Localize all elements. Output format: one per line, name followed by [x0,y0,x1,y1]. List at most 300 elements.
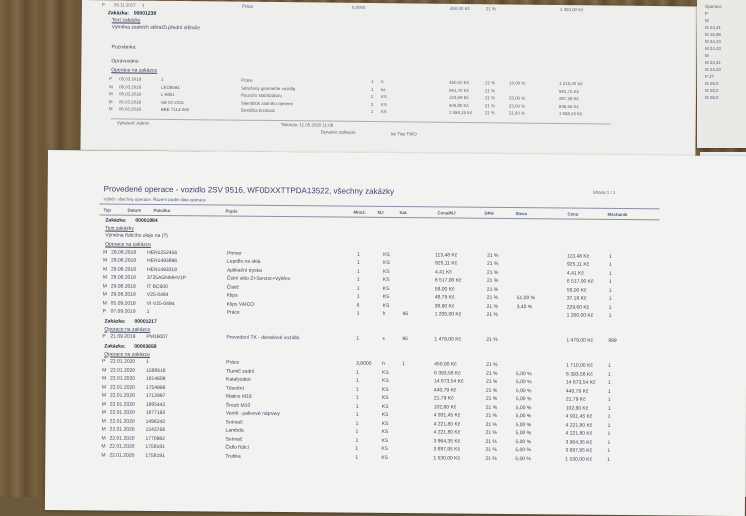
table-cell-qty: 1 [357,259,360,266]
table-cell-code: 1543768 [145,426,166,434]
right-sheet-line: M 15,98 [705,32,721,37]
table-cell-total: 4 221,80 Kč [565,430,593,437]
table-cell-t: M [103,257,108,264]
table-cell-unit: KS [381,394,389,401]
table-cell-total: 14 673,54 Kč [565,379,596,386]
table-cell-qty: 1 [356,268,360,275]
right-sheet-line: M 24,43 [705,67,721,72]
table-cell-vat: 21 % [486,269,499,276]
table-cell-disc: 51,00 % [516,295,536,302]
footer-far: Icy Tiss TWO [390,131,417,137]
table-cell-date: 07.09.2018 [110,308,136,315]
table-cell-unit: h [382,360,385,367]
table-cell-price: 3 897,95 Kč [433,446,461,453]
table-cell-vat: 21 % [485,395,498,402]
table-cell-vat: 21 % [485,438,497,445]
table-cell-vat: 21 % [486,286,499,293]
table-cell-mech: 1 [608,312,612,319]
table-cell-name: Lepidlo na skla [227,258,261,265]
column-header: Kat. [399,210,408,216]
table-cell-date: 22.01.2020 [109,452,135,459]
table-cell-total: 440,79 Kč [565,388,589,395]
top-row-vat: 21 % [485,87,496,93]
table-cell-price: 102,80 Kč [433,403,457,411]
top-row-name: Sdružený geometrie vozidla [241,85,296,91]
table-cell-unit: KS [381,377,389,384]
table-cell-qty: 3,8000 [356,360,372,367]
order-label: Zakázka: [104,342,126,350]
top-row-qty: 1 [371,86,374,92]
table-cell-vat: 21 % [486,361,498,368]
page-number: Strana 1 / 1 [592,189,616,195]
table-cell-qty: 1 [356,310,360,317]
top-row-date: 05.03.2018 [119,76,142,82]
table-cell-unit: KS [382,369,389,376]
table-cell-t: M [101,409,106,416]
column-header: Položka [153,207,171,214]
top-row-date: 06.03.2018 [119,83,142,90]
column-header: Datum [127,207,142,213]
table-cell-vat: 21 % [486,294,499,301]
table-cell-date: 29.08.2018 [110,274,136,281]
table-cell-name: Matice M18 [225,393,252,400]
first-row-total: 1 350,00 Kč [559,7,584,13]
column-header: Mechanik [607,211,628,218]
top-row-price: 991,70 Kč [449,87,469,93]
table-cell-mech: 1 [607,396,611,403]
table-cell-unit: KS [383,259,390,266]
column-header: Množ. [353,209,366,215]
top-row-price: 450,00 Kč [449,79,469,86]
table-cell-mech: 1 [607,439,611,446]
table-cell-disc: 5,00 % [515,396,532,403]
table-cell-qty: 1 [356,293,360,300]
top-row-disc: 10,00 % [509,80,526,86]
table-cell-total: 1 479,00 Kč [566,337,594,344]
table-cell-vat: 21 % [485,429,497,436]
top-row-t: M [108,98,113,104]
table-cell-unit: KS [382,302,390,309]
table-cell-total: 6 393,56 Kč [566,371,593,378]
table-cell-mech: 999 [608,337,617,344]
top-row-unit: h [381,79,384,85]
table-cell-price: 6 517,00 Kč [434,277,462,284]
table-cell-unit: KS [381,454,389,461]
repair-label: Opravováno [111,58,139,65]
right-sheet-line: M [705,53,709,58]
table-cell-price: 440,79 Kč [433,386,457,394]
column-header: Cena [567,211,579,217]
document-title: Provedené operace - vozidlo 2SV 9516, WF0DXXTTPDA13522, všechny zakázky [103,184,395,197]
top-footer-divider [111,118,611,124]
table-cell-total: 1 200,00 Kč [566,312,594,319]
table-cell-mech: 1 [608,287,612,294]
table-cell-t: M [102,274,108,281]
top-row-price: 143,69 Kč [448,94,469,101]
table-cell-qty: 1 [356,335,360,342]
table-cell-name: Klips [226,292,238,299]
table-cell-kat: 95 [402,311,409,318]
order-number: 00001884 [135,217,158,224]
right-sheet-line: M 28,0 [705,88,719,93]
table-cell-date: 22.01.2020 [110,358,136,365]
right-sheet-line: P [705,11,708,16]
order-text: Výměna řídicího oleje na (?) [105,232,168,240]
table-cell-price: 1 530,00 Kč [433,454,461,462]
table-cell-t: M [102,366,107,374]
table-cell-t: M [101,426,106,433]
top-row-disc: 23,00 % [508,95,526,101]
table-cell-name: Katalyzátor [225,376,252,383]
table-cell-kat: 95 [402,336,408,343]
table-cell-code: 1865442 [145,401,166,408]
top-row-qty: 2 [370,101,374,107]
table-cell-name: Provedení TK - dieselové vozidlo [226,334,300,342]
right-sheet-line: M 24,43 [705,46,721,51]
first-row-prefix: P [101,2,105,8]
top-row-price: 1 558,15 Kč [448,109,473,116]
top-row-vat: 21 % [484,110,495,116]
table-cell-name: Klips VAICO [226,301,255,308]
table-cell-unit: KS [381,403,389,410]
table-cell-disc: 5,00 % [515,421,532,428]
top-row-total: 287,28 Kč [558,96,579,102]
table-cell-code: 1496242 [145,418,166,425]
table-cell-vat: 21 % [485,421,498,428]
table-cell-code: HEN1252456 [147,249,178,256]
right-sheet-line: Operace [705,4,722,9]
top-row-disc: 23,00 % [508,102,526,109]
first-row-date: 05.11.2017 [113,2,136,8]
table-cell-qty: 1 [356,276,360,283]
table-cell-qty: 1 [355,420,359,427]
footer-software: Dynamic software [320,129,356,135]
footer-author: Vyhotovil: Admin [116,120,150,126]
table-cell-code: HEN1493898 [147,257,178,265]
table-cell-qty: 1 [355,377,359,384]
right-sheet-line: M 28,0 [705,95,719,100]
table-cell-unit: KS [382,285,390,292]
table-cell-vat: 21 % [486,311,499,318]
table-cell-price: 14 673,54 Kč [433,378,464,385]
table-cell-t: M [101,451,106,459]
table-cell-name: Šroub M10 [225,402,251,409]
table-cell-mech: 1 [608,295,612,302]
table-cell-qty: 1 [355,445,359,452]
order-label: Zakázka: [105,217,127,224]
table-cell-unit: KS [381,428,389,435]
first-row-price: 450,00 Kč [449,5,470,12]
first-row-name: Práce [241,3,254,9]
table-cell-name: Ventil - palivové nápravy [225,410,280,418]
top-row-t: M [108,106,113,112]
order-text-label: Text zakázky [105,225,134,232]
right-sheet-line: M 24,41 [705,25,721,30]
table-cell-total: 113,48 Kč [567,253,590,260]
table-cell-date: 22.01.2020 [110,367,136,374]
table-cell-name: Těsnění [225,385,245,392]
top-row-qty: 1 [370,109,374,115]
table-cell-total: 21,79 Kč [565,396,586,403]
document-subtitle: Výběr: všechny operace. Řazení podle data operace [103,196,206,203]
table-cell-price: 6 393,56 Kč [434,369,461,377]
table-cell-name: Primer [227,250,242,257]
table-cell-date: 22.01.2020 [109,418,135,425]
first-row-qty: 1 [141,2,145,8]
top-row-total: 991,70 Kč [559,88,579,94]
table-cell-name: Čistič [226,284,240,291]
table-cell-disc: 5,00 % [515,379,532,386]
table-cell-qty: 1 [357,251,360,258]
table-cell-name: Lambda [225,427,244,434]
table-cell-total: 37,18 Kč [566,295,587,302]
table-cell-price: 450,00 Kč [434,361,457,368]
table-cell-code: 1770982 [145,435,165,442]
table-cell-name: Snímač [225,436,243,443]
table-cell-qty: 1 [355,437,359,444]
order-number: 00001217 [134,318,157,325]
table-cell-unit: KS [382,276,390,283]
table-cell-disc: 5,00 % [515,438,532,445]
table-cell-mech: 1 [608,278,612,285]
table-cell-unit: h [382,310,386,317]
table-cell-date: 29.08.2018 [110,291,136,298]
table-cell-kat: 1 [402,361,405,368]
top-row-vat: 21 % [485,80,496,86]
table-cell-vat: 21 % [486,277,499,284]
table-cell-mech: 1 [607,413,611,420]
table-cell-disc: 5,00 % [515,455,531,462]
table-cell-name: Práce [226,309,240,316]
top-row-qty: 2 [370,94,374,100]
table-cell-mech: 1 [609,253,612,260]
table-cell-date: 29.08.2018 [111,249,137,256]
table-cell-code: 1 [146,358,149,365]
table-cell-price: 113,48 Kč [435,251,458,259]
table-cell-qty: 1 [355,454,359,461]
table-cell-code: 1712997 [145,392,166,400]
table-cell-code: VI V25-0494 [146,300,175,307]
table-cell-t: M [101,434,106,442]
table-cell-qty: 1 [355,394,359,401]
order-text: Výměna zadních stěračů přední stěrače [111,24,201,32]
table-cell-mech: 1 [608,261,612,268]
right-sheet-line: M 24,43 [705,39,721,44]
right-sheet-line: M 24,41 [705,60,721,65]
top-row-date: 06.03.2018 [118,106,141,112]
column-header: Typ [103,207,111,213]
top-row-total: 836,94 Kč [558,103,579,109]
top-row-code: LEO8584 [161,84,180,90]
table-cell-qty: 1 [355,386,359,393]
table-cell-price: 48,79 Kč [434,294,455,301]
table-cell-t: M [102,265,108,273]
table-cell-mech: 1 [608,304,612,311]
top-row-name: Práce [241,77,253,83]
main-document-sheet [45,150,746,516]
table-cell-code: 1758191 [145,443,165,451]
table-cell-vat: 21 % [485,387,498,394]
remark-label: Poznámka: [111,44,137,51]
table-cell-code: 3735AGNMHV1P [146,274,187,282]
operations-label: Operace na zakázce [111,67,158,74]
first-row-vat: 21 % [485,6,496,12]
table-cell-qty: 6 [356,302,360,309]
table-cell-name: Práce [226,359,240,366]
table-cell-unit: KS [381,437,389,444]
table-cell-mech: 1 [608,371,611,378]
table-cell-vat: 21 % [487,252,499,259]
column-header: Cena/MJ [437,210,456,216]
table-cell-vat: 21 % [485,378,498,385]
order-label: Zakázka: [107,10,130,17]
table-cell-total: 4 931,45 Kč [565,413,593,420]
table-cell-unit: KS [383,251,390,258]
column-header: MJ [377,209,384,215]
right-sheet-line: M 28,0 [705,81,719,86]
table-cell-price: 1 200,00 Kč [434,311,462,318]
table-cell-date: 22.01.2020 [109,409,135,416]
table-cell-t: M [102,299,107,307]
table-cell-qty: 1 [355,411,359,418]
table-cell-unit: KS [381,386,389,393]
table-cell-date: 22.01.2020 [109,426,135,433]
table-cell-total: 4 221,80 Kč [565,422,593,429]
top-row-unit: KS [380,109,387,115]
table-cell-disc: 3,40 % [516,303,533,310]
top-row-code: BBE 7114-060 [160,106,190,113]
top-row-unit: ks [381,86,386,92]
table-cell-code: HEN1493318 [146,266,178,273]
top-row-name: Destička brzdová [240,107,275,114]
table-cell-date: 22.01.2020 [109,392,135,399]
table-cell-disc: 5,00 % [515,447,532,454]
column-header: Popis [225,208,238,214]
table-cell-t: M [102,282,108,290]
table-cell-t: M [101,383,107,391]
table-cell-mech: 1 [607,379,611,386]
top-row-name: Pouzdro stabilizátoru [240,92,283,99]
table-cell-qty: 1 [355,403,359,410]
table-cell-total: 58,00 Kč [566,287,587,294]
table-cell-unit: KS [382,293,390,300]
top-row-vat: 21 % [484,102,495,108]
table-cell-t: M [101,392,107,399]
top-row-name: Silentblok zadního ramene [240,100,293,106]
table-cell-unit: KS [382,268,390,275]
table-cell-disc: 5,00 % [515,430,532,437]
table-cell-mech: 1 [607,405,611,412]
table-cell-mech: 1 [607,447,611,454]
table-cell-mech: 1 [608,362,611,369]
table-cell-price: 39,60 Kč [434,302,455,310]
table-cell-mech: 1 [607,430,611,437]
table-cell-date: 29.08.2018 [111,257,137,264]
footer-printed: Tisknuto: 11.05.2020 11:08 [280,122,334,128]
top-row-total: 1 558,15 Kč [558,110,583,117]
table-cell-total: 1 710,00 Kč [566,362,593,369]
table-cell-disc: 5,00 % [516,370,532,377]
table-cell-unit: KS [381,420,389,427]
table-cell-date: 22.01.2020 [109,443,135,450]
table-cell-total: 229,60 Kč [566,304,590,311]
table-cell-code: 1754986 [145,384,166,391]
top-row-t: M [108,91,113,97]
table-cell-code: 1877192 [145,409,166,417]
table-cell-date: 22.01.2020 [109,384,135,391]
table-cell-total: 6 517,00 Kč [566,278,594,285]
table-cell-total: 102,80 Kč [565,405,589,412]
table-cell-price: 58,00 Kč [434,285,455,293]
right-sheet-line: M [705,18,709,23]
top-row-code: SB 02-2151 [160,99,185,105]
order-number: 00003658 [134,343,157,350]
top-row-price: 406,80 Kč [448,102,469,108]
table-cell-total: 1 530,00 Kč [565,456,593,463]
right-sheet-line: P 27 [705,74,714,79]
table-cell-t: M [102,291,107,298]
table-cell-price: 4 931,45 Kč [433,412,461,419]
table-cell-t: P [102,333,106,340]
table-cell-date: 22.01.2020 [109,435,135,442]
table-cell-price: 21,79 Kč [433,395,454,402]
table-cell-qty: 1 [355,428,359,435]
top-row-total: 1 215,00 Kč [559,81,583,87]
table-cell-disc: 5,00 % [515,404,532,411]
table-cell-mech: 1 [607,456,611,463]
table-cell-vat: 21 % [486,260,499,267]
header-divider [100,203,660,209]
table-cell-price: 925,11 Kč [434,260,458,267]
table-cell-price: 4,41 Kč [434,268,452,276]
table-cell-code: V25-0494 [146,291,169,299]
operations-label: Operace na zakázce [104,350,151,358]
table-cell-code: IT BC600 [146,283,168,290]
top-row-t: M [109,83,113,89]
top-row-date: 06.03.2018 [118,91,142,97]
table-cell-unit: x [382,335,385,342]
table-cell-code: 1 [146,308,150,315]
table-cell-vat: 21 % [486,370,498,377]
table-cell-date: 22.01.2020 [109,401,135,408]
top-row-vat: 21 % [484,95,496,101]
top-document-sheet [80,0,697,156]
table-cell-date: 05.09.2018 [110,300,136,307]
table-cell-t: M [103,248,108,256]
table-cell-date: 21.09.2019 [110,333,136,340]
table-cell-code: 1814609 [145,375,166,383]
top-row-unit: KS [380,94,387,100]
table-cell-total: 4,41 Kč [566,270,584,277]
table-cell-t: M [101,443,106,450]
table-cell-t: M [101,400,106,408]
table-cell-t: P [102,358,106,365]
table-cell-name: Trubka [225,453,241,460]
table-cell-qty: 1 [356,369,359,376]
table-cell-code: PM16007 [146,333,168,341]
column-header: Sleva [515,211,527,217]
table-cell-qty: 1 [356,285,360,292]
table-cell-code: 1758191 [145,452,165,459]
table-cell-name: Snímač [225,419,243,426]
order-label: Zakázka: [104,317,126,325]
table-cell-t: P [102,308,106,315]
order-text-label: Text zakázky [111,17,141,24]
order-number: 00001238 [133,10,157,17]
table-cell-t: M [101,417,106,425]
table-cell-vat: 21 % [486,336,498,343]
top-row-qty: 1 [371,79,374,85]
